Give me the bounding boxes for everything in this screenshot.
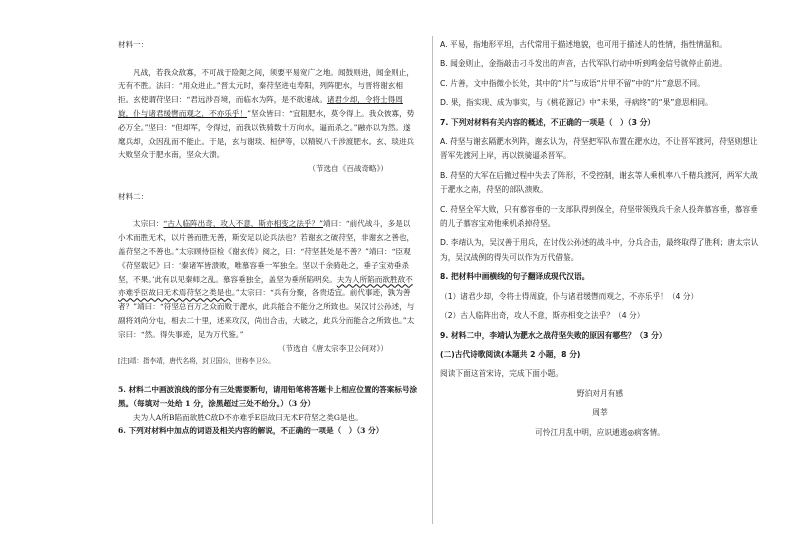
material-one-story: 法曰：“用众进止。”晋太元时，秦苻坚进屯寿阳，列阵肥水，与晋将谢玄相拒。玄使谓苻坚曰：“君远涉吾境，而临水为阵，是不欲速战。 <box>118 81 403 105</box>
material-one-source: （节选自《百战奇略》） <box>308 164 388 174</box>
question-5: 5. 材料二中画波浪线的部分有三处需要断句，请用铅笔将答题卡上相应位置的答案标号涂黑。（每填对一处给 1 分，涂黑超过三处不给分。）（3 分） <box>118 384 418 408</box>
material-two-ending: 。”太宗曰：“兵有分聚，各贵适宜。前代事迹，孰为善者？”靖曰：“符坚总百万之众而败于淝水，此兵能合不能分之所致也。吴汉讨公孙述，与副将刘尚分屯，相去二十里，述来攻汉，尚出合击，大破之，此兵分而能合之所致也。”太宗曰：“然。得失事迹，足为万代鉴。” <box>118 288 415 339</box>
material-two-paragraph <box>118 217 418 341</box>
material-two-title: 材料二： <box>118 191 149 201</box>
question-8-item-2: （2）古人临阵出奇，攻人不意，斯亦相变之法乎？（4 分） <box>440 311 645 321</box>
question-7: 7. 下列对材料有关内容的概述，不正确的一项是（ ）（3 分） <box>440 117 655 127</box>
question-6-option-b: B. 闻金则止，金指敲击刁斗发出的声音，古代军队行动中听到鸣金信号就停止前进。 <box>440 59 727 69</box>
column-divider <box>432 36 433 524</box>
right-column <box>440 38 760 440</box>
material-two-source: （节选自《唐太宗李卫公问对》） <box>277 343 388 353</box>
material-two-wavy-sentence: 夫为人所陷而欲胜敌不亦难乎臣故曰无术焉苻坚之类是也 <box>118 274 413 298</box>
poem-line-1: 可怜江月乱中明，应识逋逃◎病客情。 <box>535 427 665 437</box>
left-column <box>118 38 418 438</box>
question-8-item-1: （1）诸君少却，令将士得周旋，仆与诸君缓辔而观之，不亦乐乎！（4 分） <box>440 291 699 301</box>
question-5-text: 夫为人A所B陷而欲胜C敌D不亦难乎E臣故曰无术F苻坚之类G是也。 <box>133 412 363 422</box>
question-6: 6. 下列对材料中加点的词语及相关内容的解说，不正确的一项是（ ）（3 分） <box>118 426 384 436</box>
question-8: 8. 把材料中画横线的句子翻译成现代汉语。 <box>440 272 590 282</box>
material-two-body: 靖曰：“前代战斗，多是以小术而胜无术，以片善而胜无善，斯安足以论兵法也？若谢玄之破苻坚，非谢玄之善也，盖苻坚之不善也。”太宗顾侍臣检《谢玄传》阅之，曰：“苻坚甚处是不善？”靖曰：“臣观《苻坚载记》曰：‘秦诸军皆溃败，唯慕容垂一军独全。坚以千余骑赴之，垂子宝劝垂杀坚，不果。’此有以见秦师之乱。慕容垂独全，盖坚为垂所陷明矣。 <box>118 219 415 284</box>
question-7-option-c: C. 苻坚全军大败，只有慕容垂的一支部队得到保全，苻坚带领残兵千余人投奔慕容垂，慕容垂的儿子慕容宝劝他乘机杀掉苻坚。 <box>440 204 758 229</box>
poem-title: 野泊对月有感 <box>576 388 624 398</box>
question-9: 9. 材料二中，李靖认为淝水之战苻坚失败的原因有哪些？（3 分） <box>440 330 667 340</box>
poetry-section-heading: (二)古代诗歌阅读(本题共 2 小题，8 分) <box>440 349 581 359</box>
question-7-option-d: D. 李靖认为，吴汉善于用兵，在讨伐公孙述的战斗中，分兵合击，最终取得了胜利；唐太宗认为，吴汉战例的得失可以作为万代借鉴。 <box>440 238 759 262</box>
material-one-underlined-sentence: 诸君少却，令将士得周旋，仆与诸君缓辔而观之，不亦乐乎！ <box>118 95 403 118</box>
material-one-intro: 凡战，若我众敌寡，不可战于险阨之间，须要平易宽广之地。闻鼓则进，闻金则止，无有不胜。 <box>118 67 414 91</box>
annotation-note: [注]靖：指李靖，唐代名将，封卫国公，世称李卫公。 <box>118 357 275 366</box>
material-one-ending: ”坚众皆曰：“宜阻肥水，莫令得上。我众彼寡，势必万全。”坚曰：“但却军，令得过，而我以铁骑数十万向水，逼而杀之。”融亦以为然。遂麾兵却，众因乱而不能止。于是，玄与谢琰、桓伊等，以精锐八千涉渡肥水。玄、琰进兵大败坚众于肥水南，坚众大溃。 <box>118 108 415 160</box>
poem-author: 周莘 <box>592 408 608 418</box>
material-two-speaker: 太宗曰： <box>133 219 164 229</box>
poetry-section-intro: 阅读下面这首宋诗，完成下面小题。 <box>440 369 564 379</box>
material-one-paragraph <box>118 66 418 163</box>
material-two-underlined-question: “古人临阵出奇，攻人不意，斯亦相变之法乎？” <box>163 219 324 229</box>
question-7-option-b: B. 苻坚的大军在后撤过程中失去了阵形，不受控制，谢玄等人乘机率八千精兵渡河，两军大战于淝水之南，苻坚的部队溃败。 <box>440 170 758 195</box>
question-6-option-c: C. 片善，文中指微小长处，其中的“片”与成语“片甲不留”中的“片”意思不同。 <box>440 78 705 88</box>
question-7-option-a: A. 苻坚与谢玄隔淝水列阵，谢玄认为，苻坚把军队布置在淝水边，不让晋军渡河，苻坚则想让晋军先渡河上岸，再以铁骑逼杀晋军。 <box>440 137 758 161</box>
question-6-option-a: A. 平易，指地形平坦，古代常用于描述地貌，也可用于描述人的性情，指性情温和。 <box>440 40 727 49</box>
material-one-title: 材料一： <box>118 40 149 49</box>
question-6-option-d: D. 果，指实现、成为事实，与《桃花源记》中“未果，寻病终”的“果”意思相同。 <box>440 98 713 108</box>
